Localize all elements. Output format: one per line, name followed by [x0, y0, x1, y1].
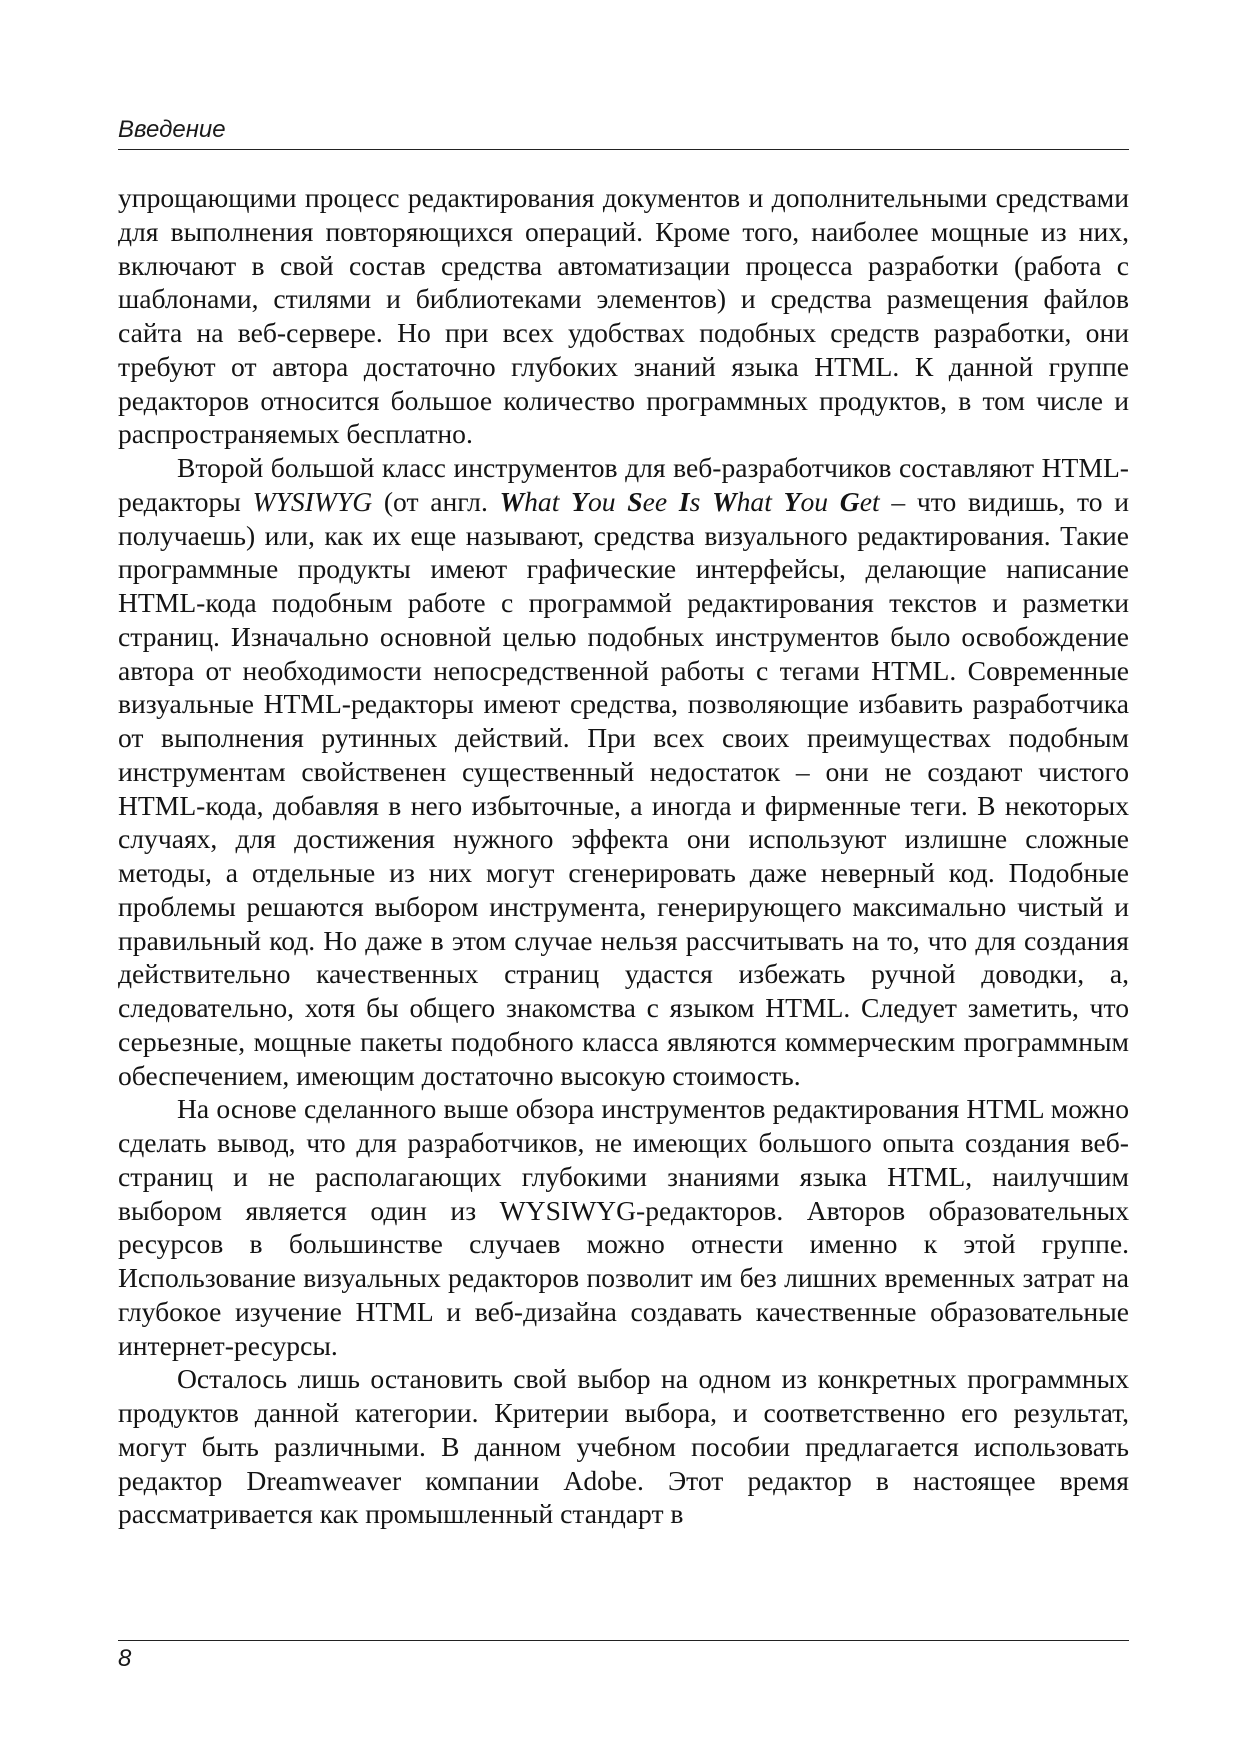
expansion-initial: W — [712, 485, 737, 517]
header-rule — [118, 149, 1129, 150]
expansion-rest: ou — [800, 485, 840, 517]
expansion-rest: hat — [736, 485, 784, 517]
running-header-title: Введение — [118, 116, 226, 143]
footer-rule — [118, 1640, 1129, 1641]
expansion-rest: s — [689, 485, 713, 517]
wysiwyg-expansion — [500, 486, 880, 517]
body-text — [118, 181, 1129, 1531]
wysiwyg-term: WYSIWYG — [252, 485, 373, 517]
paragraph-2-body: – что видишь, то и получаешь) или, как их еще называют, средства визуального редактирования. Такие программные продукты имеют графические интерфейсы, делающие написание HTML-кода подобным работе с программой редактирования текстов и разметки страниц. Изначально основной целью подобных инструментов было освобождение автора от необходимости непосредственной работы с тегами HTML. Современные визуальные HTML-редакторы имеют средства, позволяющие избавить разработчика от выполнения рутинных действий. При всех своих преимуществах подобным инструментам свойственен существенный недостаток – они не создают чистого HTML-кода, добавляя в него избыточные, а иногда и фирменные теги. В некоторых случаях, для достижения нужного эффекта они используют излишне сложные методы, а отдельные из них могут сгенерировать даже неверный код. Подобные проблемы решаются выбором инструмента, генерирующего максимально чистый и правильный код. Но даже в этом случае нельзя рассчитывать на то, что для создания действительно качественных страниц удастся избежать ручной доводки, а, следовательно, хотя бы общего знакомства с языком HTML. Следует заметить, что серьезные, мощные пакеты подобного класса являются коммерческим программным обеспечением, имеющим достаточно высокую стоимость. — [118, 485, 1129, 1091]
expansion-initial: S — [627, 485, 643, 517]
paragraph-1: упрощающими процесс редактирования документов и дополнительными средствами для выполнения повторяющихся операций. Кроме того, наиболее мощные из них, включают в свой состав средства автоматизации процесса разработки (работа с шаблонами, стилями и библиотеками элементов) и средства размещения файлов сайта на веб-сервере. Но при всех удобствах подобных средств разработки, они требуют от автора достаточно глубоких знаний языка HTML. К данной группе редакторов относится большое количество программных продуктов, в том числе и распространяемых бесплатно. — [118, 182, 1129, 450]
expansion-initial: Y — [783, 485, 801, 517]
expansion-initial: Y — [571, 485, 588, 517]
expansion-rest: et — [859, 485, 880, 517]
expansion-initial: G — [839, 485, 860, 517]
paragraph-2 — [118, 451, 1129, 1092]
expansion-initial: W — [499, 485, 525, 517]
paragraph-4: Осталось лишь остановить свой выбор на одном из конкретных программных продуктов данной категории. Критерии выбора, и соответственно его результат, могут быть различными. В данном учебном пособии предлагается использовать редактор Dreamweaver компании Adobe. Этот редактор в настоящее время рассматривается как промышленный стандарт в — [118, 1363, 1129, 1530]
paragraph-2-intro: Второй большой класс инструментов для веб-разработчиков составляют HTML-редакторы — [118, 452, 1129, 517]
expansion-rest: ou — [587, 485, 628, 517]
expansion-initial: I — [678, 485, 690, 517]
paragraph-2-bridge: (от англ. — [372, 485, 500, 517]
expansion-rest: hat — [524, 485, 572, 517]
paragraph-3: На основе сделанного выше обзора инструментов редактирования HTML можно сделать вывод, что для разработчиков, не имеющих большого опыта создания веб-страниц и не располагающих глубокими знаниями языка HTML, наилучшим выбором является один из WYSIWYG-редакторов. Авторов образовательных ресурсов в большинстве случаев можно отнести именно к этой группе. Использование визуальных редакторов позволит им без лишних временных затрат на глубокое изучение HTML и веб-дизайна создавать качественные образовательные интернет-ресурсы. — [118, 1093, 1129, 1361]
expansion-rest: ee — [642, 485, 679, 517]
page-number: 8 — [118, 1645, 132, 1672]
